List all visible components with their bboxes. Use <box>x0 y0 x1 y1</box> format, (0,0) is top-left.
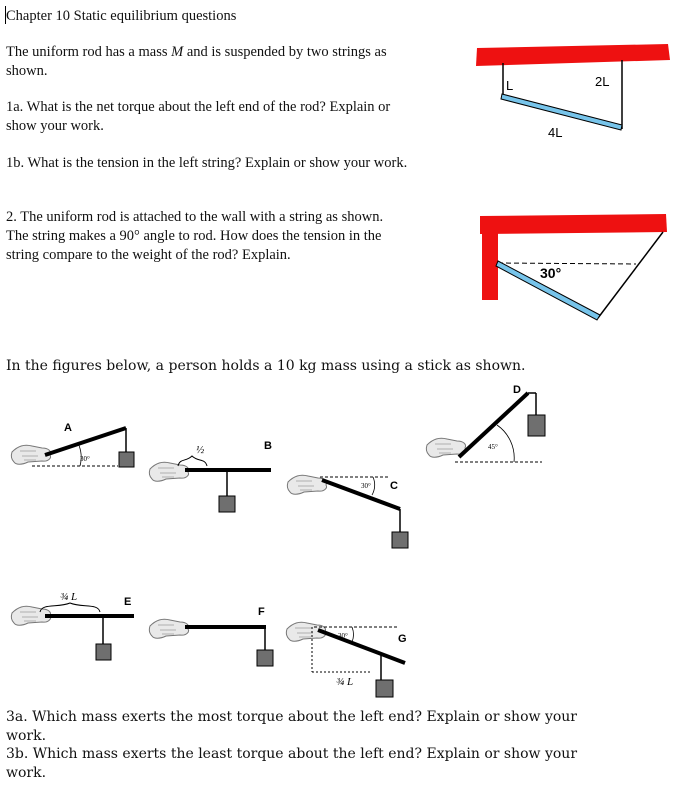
fig-e-label: E <box>124 596 132 608</box>
fig-g-fraction: ¾ L <box>336 676 354 688</box>
q3a-line1: 3a. Which mass exerts the most torque about the left end? Explain or show your <box>6 709 577 725</box>
q1-mass-symbol: M <box>171 44 184 60</box>
fig-a-label: A <box>64 422 72 434</box>
figure-2-wall-rod <box>480 214 667 320</box>
fig2-angle-label: 30° <box>540 265 562 281</box>
fig-d-label: D <box>513 384 521 396</box>
q2-line3: string compare to the weight of the rod? Explain. <box>6 247 291 263</box>
figure-e <box>11 591 134 660</box>
fig2-ceiling <box>480 214 667 234</box>
fig-g-angle: 30° <box>338 632 348 640</box>
fig-d-angle: 45° <box>488 443 498 451</box>
fig-c-angle: 30° <box>361 482 371 490</box>
q3b-line2: work. <box>6 765 47 781</box>
fig1-label-2l: 2L <box>595 74 610 89</box>
fig2-wall <box>482 218 498 300</box>
q2-line2: The string makes a 90° angle to rod. How does the tension in the <box>6 228 382 244</box>
figure-b <box>149 440 272 512</box>
fig-f-label: F <box>258 606 265 618</box>
figure-f <box>149 606 273 666</box>
document-title: Chapter 10 Static equilibrium questions <box>6 8 237 24</box>
figure-a <box>11 422 134 467</box>
fig-g-label: G <box>398 633 407 645</box>
fig-f-mass <box>257 650 273 666</box>
fig2-string <box>598 232 663 318</box>
q1b-text: 1b. What is the tension in the left string? Explain or show your work. <box>6 155 408 171</box>
fig-e-mass <box>96 644 111 660</box>
fig-b-fraction: ½ <box>196 444 205 456</box>
fig1-ceiling <box>476 44 670 66</box>
figures-intro: In the figures below, a person holds a 10 kg mass using a stick as shown. <box>6 358 526 374</box>
figure-g <box>286 622 406 697</box>
fig-b-label: B <box>264 440 272 452</box>
q2-line1: 2. The uniform rod is attached to the wall with a string as shown. <box>6 209 384 225</box>
fig-g-mass <box>376 680 393 697</box>
figure-1-suspended-rod <box>476 44 670 140</box>
fig-a-stick <box>45 428 126 455</box>
q3a-line2: work. <box>6 728 47 744</box>
fig1-label-l: L <box>506 78 514 93</box>
q1a-line1: 1a. What is the net torque about the left end of the rod? Explain or <box>6 99 391 115</box>
figure-d <box>426 384 545 462</box>
fig-c-mass <box>392 532 408 548</box>
fig-a-angle: 30° <box>80 455 90 463</box>
fig-d-mass <box>528 415 545 436</box>
fig-c-label: C <box>390 480 398 492</box>
fig1-label-4l: 4L <box>548 125 563 140</box>
fig-b-mass <box>219 496 235 512</box>
q1-intro-line2: shown. <box>6 63 48 79</box>
fig-e-fraction: ¾ L <box>60 591 78 603</box>
fig-g-stick <box>318 630 405 663</box>
q1a-line2: show your work. <box>6 118 104 134</box>
figure-c <box>287 475 408 548</box>
q3b-line1: 3b. Which mass exerts the least torque about the left end? Explain or show your <box>6 746 578 762</box>
q1-intro-line1: The uniform rod has a mass M and is suspended by two strings as <box>6 44 387 60</box>
fig-a-mass <box>119 452 134 467</box>
fig2-horizontal-reference <box>498 263 636 264</box>
